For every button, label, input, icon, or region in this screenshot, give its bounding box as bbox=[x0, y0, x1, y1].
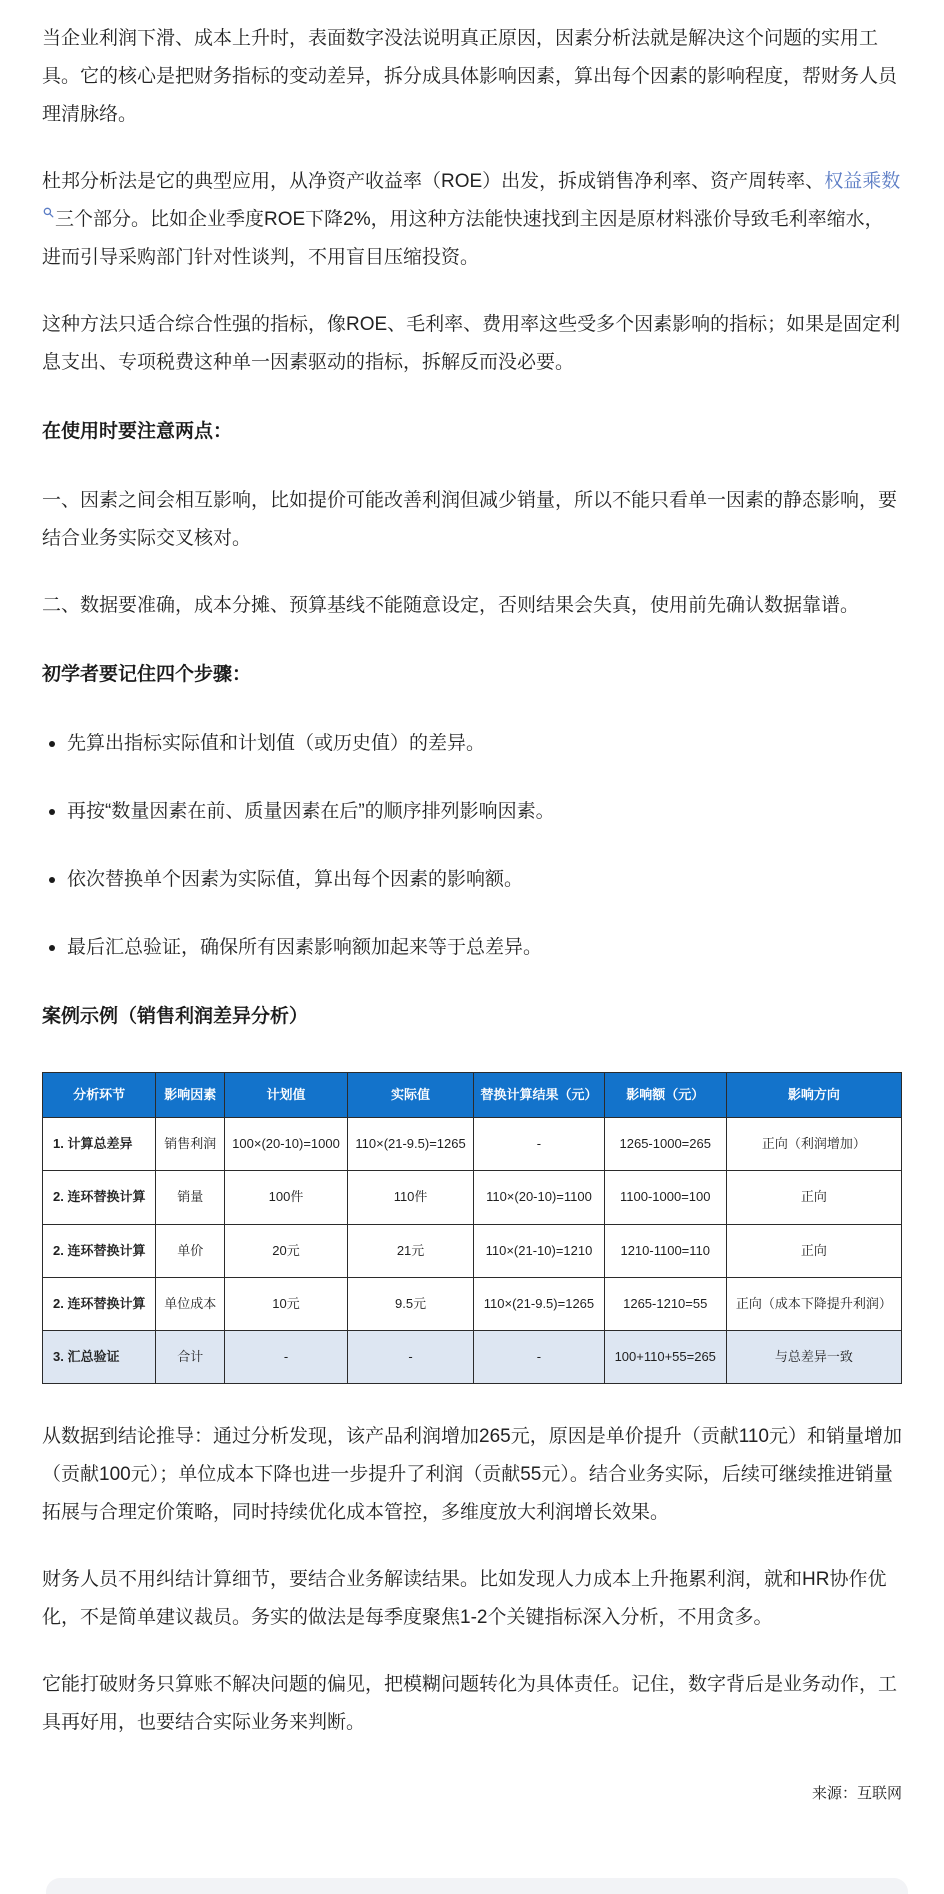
table-cell: 与总差异一致 bbox=[726, 1330, 901, 1383]
paragraph-practice: 财务人员不用纠结计算细节，要结合业务解读结果。比如发现人力成本上升拖累利润，就和HR协作优化，不是简单建议裁员。务实的做法是每季度聚焦1-2个关键指标深入分析，不用贪多。 bbox=[42, 1569, 887, 1629]
paragraph-point-two: 二、数据要准确，成本分摊、预算基线不能随意设定，否则结果会失真，使用前先确认数据靠谱。 bbox=[42, 595, 860, 616]
article-body bbox=[0, 20, 944, 1806]
bottom-card-stub bbox=[46, 1878, 908, 1894]
table-cell: 110×(20-10)=1100 bbox=[474, 1171, 605, 1224]
table-row bbox=[43, 1224, 902, 1277]
equity-multiplier-link-label[interactable]: 权益乘数 bbox=[824, 171, 901, 192]
paragraph-dupont bbox=[42, 163, 902, 277]
paragraph-dupont-after: 三个部分。比如企业季度ROE下降2%，用这种方法能快速找到主因是原材料涨价导致毛利率缩水，进而引导采购部门针对性谈判，不用盲目压缩投资。 bbox=[42, 209, 884, 268]
table-cell: 110×(21-9.5)=1265 bbox=[347, 1118, 473, 1171]
paragraph-final: 它能打破财务只算账不解决问题的偏见，把模糊问题转化为具体责任。记住，数字背后是业务动作，工具再好用，也要结合实际业务来判断。 bbox=[42, 1674, 898, 1734]
table-cell: 2. 连环替换计算 bbox=[43, 1171, 156, 1224]
table-cell: 销量 bbox=[156, 1171, 225, 1224]
table-cell: 单价 bbox=[156, 1224, 225, 1277]
table-cell: 合计 bbox=[156, 1330, 225, 1383]
list-item: 依次替换单个因素为实际值，算出每个因素的影响额。 bbox=[42, 861, 902, 899]
table-cell: 正向 bbox=[726, 1224, 901, 1277]
table-header-cell: 计划值 bbox=[225, 1073, 348, 1118]
heading-two-points: 在使用时要注意两点： bbox=[42, 421, 233, 442]
table-cell: 20元 bbox=[225, 1224, 348, 1277]
table-cell: 100件 bbox=[225, 1171, 348, 1224]
paragraph-scope: 这种方法只适合综合性强的指标，像ROE、毛利率、费用率这些受多个因素影响的指标；如果是固定利息支出、专项税费这种单一因素驱动的指标，拆解反而没必要。 bbox=[42, 314, 901, 373]
table-cell: 100×(20-10)=1000 bbox=[225, 1118, 348, 1171]
table-cell: - bbox=[347, 1330, 473, 1383]
table-cell: 100+110+55=265 bbox=[604, 1330, 726, 1383]
table-cell: 1210-1100=110 bbox=[604, 1224, 726, 1277]
table-cell: 3. 汇总验证 bbox=[43, 1330, 156, 1383]
table-cell: 10元 bbox=[225, 1277, 348, 1330]
list-item: 最后汇总验证，确保所有因素影响额加起来等于总差异。 bbox=[42, 929, 902, 967]
table-cell: 9.5元 bbox=[347, 1277, 473, 1330]
table-cell: 1265-1210=55 bbox=[604, 1277, 726, 1330]
table-cell: 1. 计算总差异 bbox=[43, 1118, 156, 1171]
table-cell: 单位成本 bbox=[156, 1277, 225, 1330]
paragraph-intro: 当企业利润下滑、成本上升时，表面数字没法说明真正原因，因素分析法就是解决这个问题的实用工具。它的核心是把财务指标的变动差异，拆分成具体影响因素，算出每个因素的影响程度，帮财务人员理清脉络。 bbox=[42, 28, 898, 125]
table-cell: - bbox=[225, 1330, 348, 1383]
table-cell: 正向 bbox=[726, 1171, 901, 1224]
source-credit: 来源：互联网 bbox=[811, 1785, 902, 1803]
table-cell: 正向（利润增加） bbox=[726, 1118, 901, 1171]
table-cell: 销售利润 bbox=[156, 1118, 225, 1171]
table-header-cell: 分析环节 bbox=[43, 1073, 156, 1118]
table-row bbox=[43, 1171, 902, 1224]
list-item: 先算出指标实际值和计划值（或历史值）的差异。 bbox=[42, 725, 902, 763]
heading-case-example: 案例示例（销售利润差异分析） bbox=[42, 1006, 309, 1027]
table-header-cell: 影响因素 bbox=[156, 1073, 225, 1118]
table-header-row bbox=[43, 1073, 902, 1118]
table-cell: 1265-1000=265 bbox=[604, 1118, 726, 1171]
profit-variance-table bbox=[42, 1072, 902, 1384]
table-cell: 110×(21-9.5)=1265 bbox=[474, 1277, 605, 1330]
list-item: 再按“数量因素在前、质量因素在后”的顺序排列影响因素。 bbox=[42, 793, 902, 831]
paragraph-point-one: 一、因素之间会相互影响，比如提价可能改善利润但减少销量，所以不能只看单一因素的静态影响，要结合业务实际交叉核对。 bbox=[42, 490, 898, 549]
paragraph-conclusion: 从数据到结论推导：通过分析发现，该产品利润增加265元，原因是单价提升（贡献110元）和销量增加（贡献100元）；单位成本下降也进一步提升了利润（贡献55元）。结合业务实际，后续可继续推进销量拓展与合理定价策略，同时持续优化成本管控，多维度放大利润增长效果。 bbox=[42, 1426, 902, 1524]
table-header-cell: 实际值 bbox=[347, 1073, 473, 1118]
table-cell: - bbox=[474, 1118, 605, 1171]
table-row bbox=[43, 1277, 902, 1330]
steps-list bbox=[42, 725, 902, 967]
table-cell: 正向（成本下降提升利润） bbox=[726, 1277, 901, 1330]
search-icon[interactable] bbox=[43, 207, 54, 218]
table-cell: - bbox=[474, 1330, 605, 1383]
table-row bbox=[43, 1118, 902, 1171]
table-cell: 21元 bbox=[347, 1224, 473, 1277]
table-cell: 2. 连环替换计算 bbox=[43, 1277, 156, 1330]
table-header-cell: 影响额（元） bbox=[604, 1073, 726, 1118]
paragraph-dupont-before: 杜邦分析法是它的典型应用，从净资产收益率（ROE）出发，拆成销售净利率、资产周转率、 bbox=[42, 171, 825, 192]
table-header-cell: 替换计算结果（元） bbox=[474, 1073, 605, 1118]
table-cell: 1100-1000=100 bbox=[604, 1171, 726, 1224]
heading-four-steps: 初学者要记住四个步骤： bbox=[42, 664, 252, 685]
table-cell: 2. 连环替换计算 bbox=[43, 1224, 156, 1277]
table-cell: 110件 bbox=[347, 1171, 473, 1224]
table-row-total bbox=[43, 1330, 902, 1383]
table-header-cell: 影响方向 bbox=[726, 1073, 901, 1118]
table-cell: 110×(21-10)=1210 bbox=[474, 1224, 605, 1277]
